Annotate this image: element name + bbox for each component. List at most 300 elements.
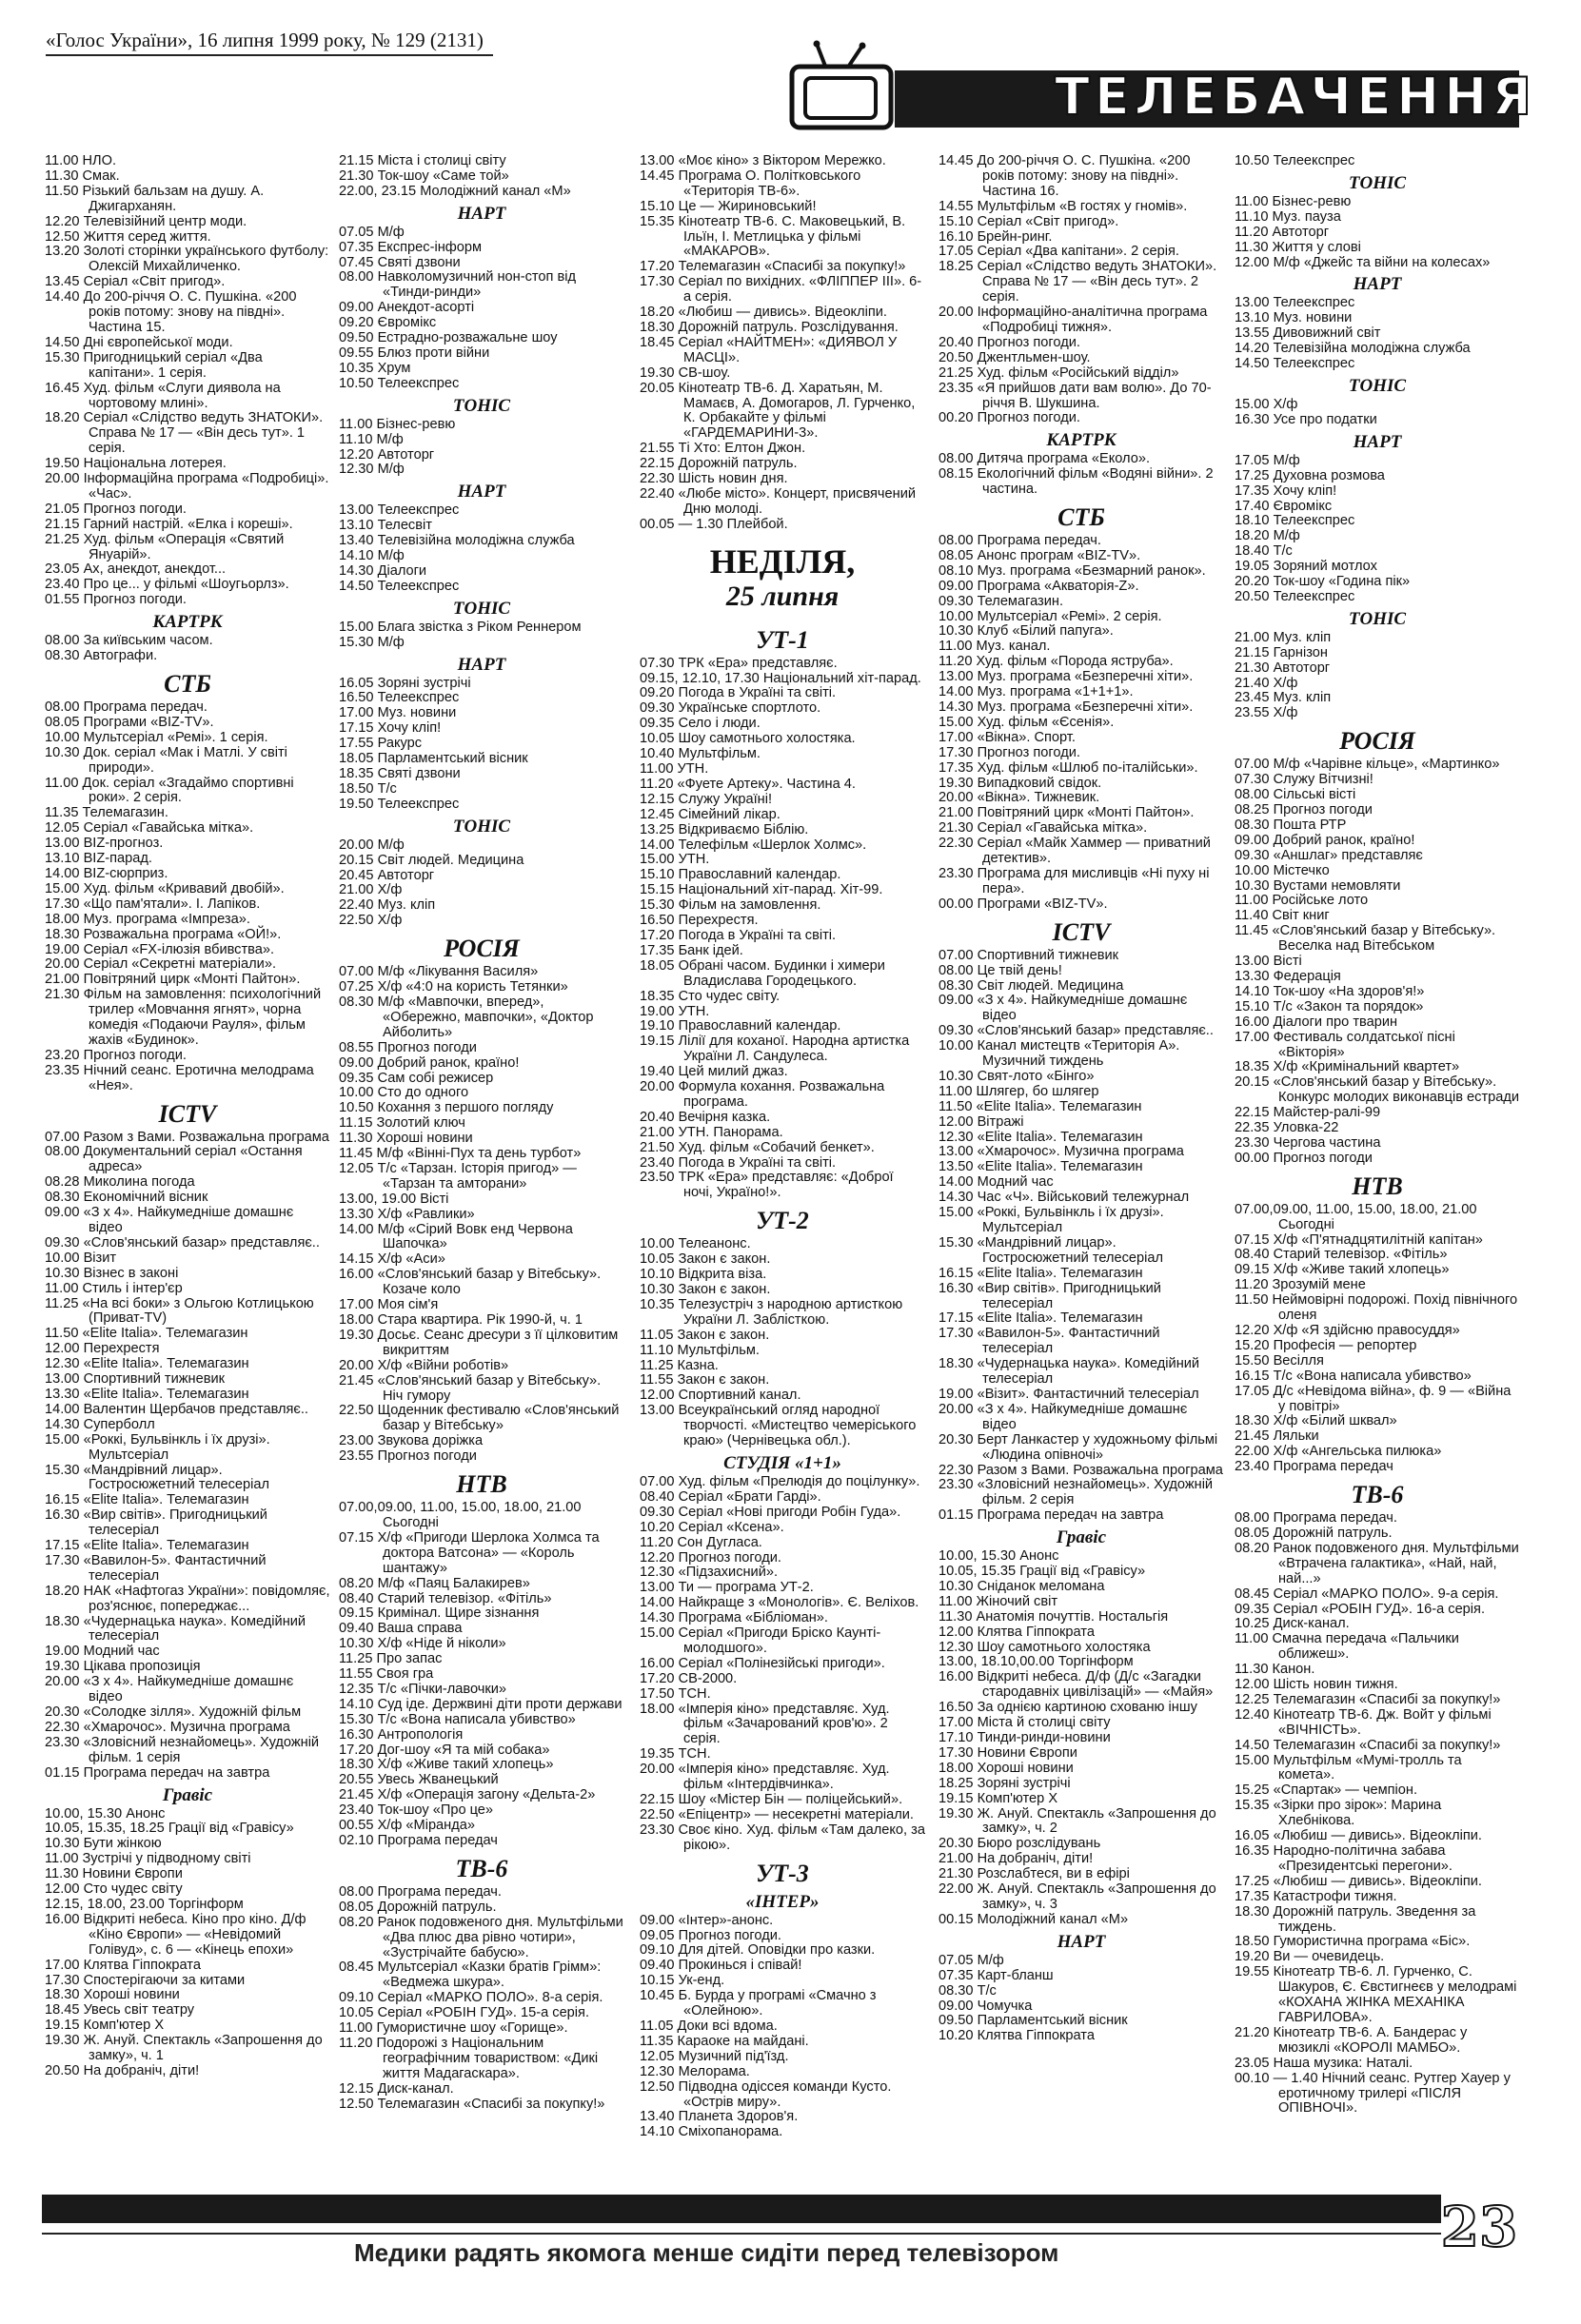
programme-entry: 14.30 Час «Ч». Військовий тележурнал [939,1190,1190,1206]
programme-entry: 11.20 Подорожі з Національним географічним товариством: «Дикі життя Мадагаскара». [339,2035,599,2081]
programme-entry: 14.40 До 200-річчя О. С. Пушкіна. «200 років потому: знову на півдні». Частина 15. [45,289,297,335]
masthead: «Голос України», 16 липня 1999 року, № 129 (2131) [46,29,484,51]
programme-entry: 22.30 Разом з Вами. Розважальна програма [939,1462,1223,1478]
programme-entry: 11.10 Муз. пауза [1235,208,1341,225]
programme-entry: 08.00 Це твій день! [939,962,1062,978]
programme-entry: 09.30 «Слов'янський базар» представляє.. [939,1023,1214,1039]
programme-entry: 19.00 Модний час [45,1644,160,1660]
programme-entry: 09.40 Ваша справа [339,1621,463,1637]
programme-entry: 21.30 Автоторг [1235,660,1331,676]
programme-entry: 19.50 Телеекспрес [339,796,460,812]
programme-entry: 14.00 М/ф «Сірий Вовк енд Червона Шапочка» [339,1221,573,1252]
channel-heading: НАРТ [1353,431,1402,452]
programme-entry: 17.00 Клятва Гіппократа [45,1957,201,1973]
programme-entry: 22.30 Серіал «Майк Хаммер — приватний детектив». [939,836,1211,867]
programme-entry: 17.35 Хочу кліп! [1235,483,1337,499]
programme-entry: 23.40 Про це... у фільмі «Шоугьорлз». [45,577,289,593]
programme-entry: 08.00 Програма передач. [939,533,1101,549]
programme-entry: 08.05 Дорожній патруль. [339,1899,497,1915]
programme-entry: 15.30 «Мандрівний лицар». Гостросюжетний телесеріал [939,1234,1164,1266]
programme-entry: 22.00, 23.15 Молодіжний канал «М» [339,183,571,199]
programme-entry: 16.30 «Вир світів». Пригодницький телесеріал [45,1507,267,1539]
channel-heading: Гравіс [162,1784,213,1805]
programme-entry: 22.50 Х/ф [339,913,403,929]
programme-entry: 09.00 Добрий ранок, країно! [1235,832,1415,848]
programme-entry: 10.10 Відкрита віза. [640,1267,767,1283]
programme-entry: 20.00 Інформаційна програма «Подробиці». «Час». [45,471,329,502]
programme-entry: 15.00 «Роккі, Бульвінкль і їх друзі». Мультсеріал [45,1431,270,1463]
programme-entry: 22.00 Ж. Ануй. Спектакль «Запрошення до замку», ч. 3 [939,1881,1216,1912]
programme-entry: 15.00 Худ. фільм «Єсенія». [939,714,1115,730]
programme-entry: 08.15 Екологічний фільм «Водяні війни». 2 частина. [939,466,1214,498]
programme-entry: 12.50 Підводна одіссея команди Кусто. «Острів миру». [640,2078,892,2110]
programme-entry: 16.05 «Любиш — дивись». Відеокліпи. [1235,1828,1482,1844]
programme-entry: 11.30 Смак. [45,167,120,184]
programme-entry: 11.00 Смачна передача «Пальчики оближеш». [1235,1631,1459,1663]
programme-entry: 16.00 Відкриті небеса. Кіно про кіно. Д/ф «Кіно Європи» — «Невідомий Голівуд», с. 6 — «Кінець епохи» [45,1911,306,1958]
programme-entry: 00.20 Прогноз погоди. [939,410,1080,426]
programme-entry: 12.20 Телевізійний центр моди. [45,213,247,229]
programme-entry: 08.30 Автографи. [45,648,158,664]
programme-entry: 16.00 Діалоги про тварин [1235,1014,1398,1030]
programme-entry: 00.10 — 1.40 Нічний сеанс. Рутгер Хауер у еротичному трилері «ПІСЛЯ ОПІВНОЧІ». [1235,2070,1511,2117]
programme-entry: 07.35 Експрес-інформ [339,239,483,255]
programme-entry: 10.35 Хрум [339,360,411,376]
programme-entry: 19.40 Цей милий джаз. [640,1064,788,1080]
programme-entry: 11.20 Худ. фільм «Порода яструба». [939,654,1174,670]
programme-entry: 18.00 Хороші новини [939,1760,1074,1776]
programme-entry: 16.15 «Elite Italia». Телемагазин [939,1265,1143,1281]
programme-entry: 20.00 «Вікна». Тижневик. [939,790,1100,806]
programme-entry: 16.30 Усе про податки [1235,411,1377,427]
programme-entry: 17.10 Тинди-ринди-новини [939,1730,1111,1745]
programme-entry: 14.00 Валентин Щербачов представляє.. [45,1401,308,1417]
programme-entry: 18.20 Серіал «Слідство ведуть ЗНАТОКИ». Справа № 17 — «Він десь тут». 1 серія. [45,410,324,457]
programme-entry: 10.00 Канал мистецтв «Територія А». Музичний тиждень [939,1038,1180,1070]
programme-entry: 18.40 Т/с [1235,543,1293,560]
day-name: НЕДІЛЯ, [709,542,856,581]
programme-entry: 16.15 Т/с «Вона написала убивство» [1235,1368,1472,1384]
tv-set-icon [788,40,895,131]
programme-entry: 00.55 Х/ф «Міранда» [339,1818,475,1834]
programme-entry: 12.30 «Elite Italia». Телемагазин [939,1129,1143,1145]
programme-entry: 21.15 Гарнізон [1235,644,1328,660]
programme-entry: 10.05 Закон є закон. [640,1251,771,1268]
programme-entry: 11.10 М/ф [339,431,404,447]
programme-entry: 09.20 Євромікс [339,315,437,331]
programme-entry: 23.50 ТРК «Ера» представляє: «Доброї ночі, Україно!». [640,1170,894,1201]
programme-entry: 17.25 Духовна розмова [1235,467,1385,483]
programme-entry: 18.30 «Чудернацька наука». Комедійний телесеріал [45,1613,306,1645]
programme-entry: 08.00 Навколомузичний нон-стоп від «Тинди-ринди» [339,269,576,301]
programme-entry: 16.50 За однією картиною схованю іншу [939,1700,1197,1716]
channel-heading: ТОНІС [1348,375,1407,396]
programme-entry: 20.15 Світ людей. Медицина [339,852,524,868]
programme-entry: 18.35 Х/ф «Кримінальний квартет» [1235,1059,1460,1075]
programme-entry: 11.20 Автоторг [1235,224,1330,240]
programme-entry: 11.20 «Фуете Артеку». Частина 4. [640,776,856,792]
programme-entry: 10.00, 15.30 Анонс [45,1805,166,1822]
programme-entry: 14.55 Мультфільм «В гостях у гномів». [939,198,1188,214]
programme-entry: 07.00 Спортивний тижневик [939,947,1118,963]
programme-entry: 22.50 «Епіцентр» — несекретні матеріали. [640,1806,914,1822]
programme-entry: 08.30 Т/с [939,1982,997,1999]
programme-entry: 21.15 Міста і столиці світу [339,154,506,168]
programme-entry: 13.40 Планета Здоров'я. [640,2109,799,2125]
programme-entry: 14.50 Телеекспрес [339,578,460,594]
programme-entry: 14.00 Муз. програма «1+1+1». [939,684,1134,700]
programme-entry: 17.35 Банк ідей. [640,942,743,958]
programme-entry: 20.30 Берт Ланкастер у художньому фільмі «Людина опівночі» [939,1431,1218,1463]
programme-entry: 22.15 Дорожній патруль. [640,456,798,472]
programme-entry: 09.30 «Слов'янський базар» представляє.. [45,1234,320,1251]
programme-entry: 20.45 Автоторг [339,867,435,883]
day-date: 25 липня [725,580,840,612]
programme-entry: 09.00 Програма «Акваторія-Z». [939,578,1139,594]
programme-entry: 22.15 Майстер-ралі-99 [1235,1105,1381,1121]
programme-entry: 13.00 Спортивний тижневик [45,1371,225,1388]
programme-entry: 21.30 Фільм на замовлення: психологічний трилер «Мовчання ягнят», чорна комедія «Подаючи Рауля», фільм жахів «Будинок». [45,987,322,1048]
programme-entry: 21.45 Х/ф «Операція загону «Дельта-2» [339,1787,596,1803]
programme-entry: 18.05 Парламентський вісник [339,751,528,767]
programme-entry: 15.10 Серіал «Світ пригод». [939,213,1119,229]
programme-entry: 18.30 Дорожній патруль. Зведення за тиждень. [1235,1903,1476,1935]
programme-entry: 20.55 Увесь Жванецький [339,1772,499,1788]
programme-entry: 12.50 Життя серед життя. [45,228,211,245]
programme-entry: 21.45 Ляльки [1235,1428,1319,1445]
programme-entry: 18.35 Сто чудес світу. [640,988,781,1004]
programme-entry: 11.30 Новини Європи [45,1866,183,1882]
programme-entry: 13.00 BIZ-прогноз. [45,836,164,852]
programme-entry: 08.30 Пошта РТР [1235,817,1347,833]
programme-entry: 15.00 Худ. фільм «Кривавий двобій». [45,880,285,896]
programme-entry: 15.10 Т/с «Закон та порядок» [1235,998,1424,1014]
programme-entry: 18.25 Серіал «Слідство ведуть ЗНАТОКИ». Справа № 17 — «Він десь тут». 2 серія. [939,259,1217,305]
programme-entry: 07.05 М/ф [339,224,405,240]
programme-entry: 08.40 Серіал «Брати Гарді». [640,1488,821,1505]
programme-entry: 09.50 Естрадно-розважальне шоу [339,330,558,346]
programme-entry: 18.45 Серіал «НАЙТМЕН»: «ДИЯВОЛ У МАСЦІ». [640,334,898,365]
programme-entry: 09.00 Добрий ранок, країно! [339,1054,520,1071]
programme-entry: 20.00 Інформаційно-аналітична програма «Подробиці тижня». [939,305,1208,335]
programme-entry: 20.00 Серіал «Секретні матеріали». [45,956,276,973]
programme-entry: 11.00 Док. серіал «Згадаймо спортивні роки». 2 серія. [45,775,294,806]
listings-column-1 [45,154,330,2191]
programme-entry: 12.15 Служу Україні! [640,791,773,807]
programme-entry: 16.00 Відкриті небеса. Д/ф (Д/с «Загадки стародавніх цивілізацій» — «Майя» [939,1669,1214,1701]
channel-heading: ICTV [158,1099,217,1128]
header-rule [46,54,493,56]
programme-entry: 08.25 Прогноз погоди [1235,802,1373,817]
programme-entry: 09.00 «З х 4». Найкумедніше домашнє відео [939,993,1188,1024]
programme-entry: 10.30 Клуб «Білий папуга». [939,623,1114,640]
programme-entry: 23.30 «Злoвісний незнайомець». Художній фільм. 2 серія [939,1477,1214,1508]
programme-entry: 19.20 Ви — очевидець. [1235,1949,1385,1965]
programme-entry: 10.45 Б. Бурда у програмі «Смачно з «Олейною». [640,1988,877,2019]
programme-entry: 22.50 Щоденник фестивалю «Слов'янський базар у Вітебську» [339,1403,620,1434]
programme-entry: 17.15 «Elite Italia». Телемагазин [45,1538,249,1554]
programme-entry: 16.00 «Слов'янський базар у Вітебську». Козаче коло [339,1267,602,1298]
programme-entry: 13.00 «Моє кіно» з Віктором Мережко. [640,154,886,168]
programme-entry: 12.15 Диск-канал. [339,2080,454,2097]
programme-entry: 13.40 Телевізійна молодіжна служба [339,533,575,549]
programme-entry: 16.30 Антропологія [339,1726,464,1743]
programme-entry: 10.00 Візит [45,1250,117,1266]
programme-entry: 17.20 СВ-2000. [640,1670,738,1686]
programme-entry: 11.00 УТН. [640,761,709,777]
programme-entry: 08.05 Дорожній патруль. [1235,1525,1393,1541]
programme-entry: 09.35 Село і люди. [640,716,761,732]
programme-entry: 13.00 Вісті [1235,954,1302,970]
footer-bar [42,2195,1441,2223]
programme-entry: 08.00 Документальний серіал «Остання адреса» [45,1144,303,1175]
page-number: 23 [1440,2195,1518,2259]
programme-entry: 07.05 М/ф [939,1952,1004,1968]
programme-entry: 09.55 Блюз проти війни [339,345,490,361]
programme-entry: 12.00 Шість новин тижня. [1235,1677,1398,1693]
programme-entry: 13.25 Відкриваємо Біблію. [640,821,809,837]
programme-entry: 09.50 Парламентський вісник [939,2013,1128,2029]
programme-entry: 13.50 «Elite Italia». Телемагазин [939,1159,1143,1175]
programme-entry: 08.45 Мультсеріал «Казки братів Грімм»: «Ведмежа шкура». [339,1960,602,1991]
programme-entry: 13.30 Х/ф «Равлики» [339,1206,475,1222]
programme-entry: 19.30 Цікава пропозиція [45,1659,201,1675]
page-header [0,0,1581,152]
programme-entry: 09.15, 12.10, 17.30 Національний хіт-парад. [640,670,921,686]
programme-entry: 11.50 Різький бальзам на душу. А. Джигарханян. [45,183,265,214]
programme-entry: 09.35 Сам собі режисер [339,1070,494,1086]
programme-entry: 11.30 Хороші новини [339,1131,473,1147]
programme-entry: 09.20 Погода в Україні та світі. [640,685,837,701]
programme-entry: 11.00 Бізнес-ревю [1235,193,1352,209]
programme-entry: 14.10 Суд іде. Держвині діти проти держави [339,1696,623,1712]
programme-entry: 18.00 Стара квартира. Рік 1990-й, ч. 1 [339,1312,583,1328]
programme-entry: 20.30 Бюро розслідувань [939,1836,1101,1852]
programme-entry: 18.30 «Чудернацька наука». Комедійний телесеріал [939,1356,1200,1388]
programme-entry: 11.05 Доки всі вдома. [640,2018,778,2034]
channel-heading: ICTV [1052,917,1111,946]
channel-heading: КАРТРК [1046,430,1117,451]
programme-entry: 11.00 Гумористичне шоу «Горище». [339,2020,568,2037]
programme-entry: 08.20 Ранок подовженого дня. Мультфільми «Втрачена галактика», «Най, най, най...» [1235,1540,1519,1586]
programme-entry: 19.10 Православний календар. [640,1018,841,1034]
programme-entry: 21.55 Ті Хто: Елтон Джон. [640,441,806,457]
programme-entry: 17.15 «Elite Italia». Телемагазин [939,1310,1143,1327]
programme-entry: 07.00 Худ. фільм «Прелюдія до поцілунку». [640,1473,920,1489]
programme-entry: 00.00 Програми «BIZ-TV». [939,896,1108,912]
programme-entry: 20.00 «Імперія кіно» представляє. Худ. фільм «Інтердівчинка». [640,1762,890,1793]
programme-entry: 11.00 Стиль і інтер'єр [45,1280,183,1296]
programme-entry: 10.00 Сто до одного [339,1085,469,1101]
programme-entry: 09.40 Прокинься і співай! [640,1958,802,1974]
programme-entry: 21.00 Х/ф [339,882,403,898]
programme-entry: 12.00 Перехрестя [45,1341,160,1357]
programme-entry: 07.45 Святі дзвони [339,254,461,270]
programme-entry: 12.40 Кінотеатр ТВ-6. Дж. Войт у фільмі «ВІЧНІСТЬ». [1235,1706,1492,1738]
section-title: ТЕЛЕБАЧЕННЯ [1055,67,1536,127]
programme-entry: 22.30 «Хмарочос». Музична програма [45,1719,290,1735]
programme-entry: 17.05 Д/с «Невідома війна», ф. 9 — «Війна у повітрі» [1235,1383,1512,1414]
programme-entry: 23.30 Програма для мисливців «Ні пуху ні пера». [939,865,1210,896]
programme-entry: 02.10 Програма передач [339,1833,498,1848]
programme-entry: 17.00 «Вікна». Спорт. [939,729,1076,745]
programme-entry: 17.20 Дог-шоу «Я та мій собака» [339,1742,550,1758]
programme-entry: 17.55 Ракурс [339,736,423,752]
programme-entry: 09.35 Серіал «РОБІН ГУД». 16-а серія. [1235,1601,1486,1617]
programme-entry: 13.00 Ти — програма УТ-2. [640,1580,814,1596]
programme-entry: 23.30 Своє кіно. Худ. фільм «Там далеко, за рікою». [640,1822,925,1853]
programme-entry: 19.15 Комп'ютер Х [45,2018,165,2034]
channel-heading: НАРТ [1353,274,1402,295]
programme-entry: 12.00 М/ф «Джейс та війни на колесах» [1235,254,1491,270]
channel-heading: ТОНІС [1348,172,1407,193]
programme-entry: 18.50 Т/с [339,780,397,797]
programme-entry: 07.30 Служу Вітчизні! [1235,772,1373,788]
programme-entry: 17.00 Моя сім'я [339,1297,439,1313]
programme-entry: 07.00 М/ф «Лікування Василя» [339,964,539,980]
channel-heading: НАРТ [1057,1931,1106,1952]
programme-entry: 19.30 Випадковий свідок. [939,775,1102,791]
programme-entry: 10.00 Телеанонс. [640,1236,751,1252]
programme-entry: 19.55 Кінотеатр ТВ-6. Л. Гурченко, С. Шакуров, Є. Євстигнеєв у мелодрамі «КОХАНА ЖІНКА МЕХАНІКА ГАВРИЛОВА». [1235,1964,1517,2025]
programme-entry: 22.35 Уловка-22 [1235,1120,1339,1136]
programme-entry: 08.30 Світ людей. Медицина [939,977,1124,994]
programme-entry: 14.50 Дні європейської моди. [45,334,233,350]
programme-entry: 11.35 Телемагазин. [45,805,168,821]
programme-entry: 21.40 Х/ф [1235,675,1298,691]
programme-entry: 11.00 Російське лото [1235,893,1369,909]
programme-entry: 10.20 Клятва Гіппократа [939,2028,1095,2044]
programme-entry: 17.05 М/ф [1235,452,1300,468]
programme-entry: 11.20 Зрозумій мене [1235,1277,1366,1293]
programme-entry: 11.10 Мультфільм. [640,1342,760,1358]
programme-entry: 21.45 «Слов'янський базар у Вітебську». Ніч гумору [339,1372,602,1404]
programme-entry: 14.15 Х/ф «Аси» [339,1251,445,1268]
programme-entry: 15.30 Т/с «Вона написала убивство» [339,1711,576,1727]
programme-entry: 07.00 М/ф «Чарівне кільце», «Мартинко» [1235,757,1500,773]
programme-entry: 10.30 Х/ф «Ніде й ніколи» [339,1636,506,1652]
programme-entry: 16.50 Телеекспрес [339,690,460,706]
programme-entry: 09.30 Телемагазин. [939,593,1063,609]
channel-heading: НТВ [456,1470,507,1499]
programme-entry: 21.50 Худ. фільм «Собачий бенкет». [640,1139,875,1155]
programme-entry: 14.10 Сміхопанорама. [640,2124,783,2140]
programme-entry: 08.00 Дитяча програма «Еколо». [939,451,1151,467]
programme-entry: 11.30 Канон. [1235,1662,1315,1678]
programme-entry: 15.10 Православний календар. [640,867,841,883]
programme-entry: 13.20 Золоті сторінки українського футболу: Олексій Михайличенко. [45,244,329,275]
programme-entry: 08.40 Старий телевізор. «Фітіль» [339,1590,552,1606]
programme-entry: 20.50 Телеекспрес [1235,588,1355,604]
programme-entry: 13.45 Серіал «Світ пригод». [45,274,226,290]
programme-entry: 14.30 Діалоги [339,562,427,579]
programme-entry: 22.40 «Любе місто». Концерт, присвячений Дню молоді. [640,485,917,517]
programme-entry: 10.30 Бути жінкою [45,1836,162,1852]
programme-entry: 13.10 Муз. новини [1235,310,1353,326]
programme-entry: 13.55 Дивовижний світ [1235,325,1381,342]
programme-entry: 18.50 Гумористична програма «Біс». [1235,1934,1471,1950]
programme-entry: 09.00 Чомучка [939,1998,1033,2014]
programme-entry: 08.30 М/ф «Мавпочки, вперед», «Обережно, мавпочки», «Доктор Айболить» [339,994,594,1040]
programme-entry: 00.05 — 1.30 Плейбой. [640,516,788,532]
programme-entry: 11.25 Про запас [339,1651,443,1667]
programme-entry: 09.00 Анекдот-асорті [339,300,475,316]
channel-heading: УТ-1 [756,625,809,654]
programme-entry: 15.00 «Роккі, Бульвінкль і їх друзі». Мультсеріал [939,1205,1164,1235]
programme-entry: 13.00, 19.00 Вісті [339,1191,449,1207]
channel-heading: СТБ [1057,503,1105,532]
programme-entry: 20.00 М/ф [339,837,405,853]
programme-entry: 12.00 Клятва Гіппократа [939,1624,1095,1640]
programme-entry: 23.35 Нічний сеанс. Еротична мелодрама «Нея». [45,1062,314,1093]
channel-heading: Гравіс [1056,1527,1107,1548]
programme-entry: 21.00 Повітряний цирк «Монті Пайтон». [45,972,301,988]
programme-entry: 11.30 Анатомія почуттів. Ностальгія [939,1608,1169,1625]
programme-entry: 08.00 За київським часом. [45,633,213,649]
programme-entry: 11.35 Караоке на майдані. [640,2033,809,2049]
programme-entry: 11.00 Жіночий світ [939,1593,1058,1609]
programme-entry: 20.00 «З х 4». Найкумедніше домашнє відео [45,1674,294,1705]
programme-entry: 08.40 Старий телевізор. «Фітіль» [1235,1247,1448,1263]
programme-entry: 10.30 Свят-лото «Бінго» [939,1068,1095,1084]
programme-entry: 11.40 Світ книг [1235,908,1330,924]
programme-entry: 11.00 НЛО. [45,154,117,168]
programme-entry: 17.25 «Любиш — дивись». Відеокліпи. [1235,1873,1482,1889]
programme-entry: 09.00 «З х 4». Найкумедніше домашнє відео [45,1205,294,1235]
programme-entry: 07.00,09.00, 11.00, 15.00, 18.00, 21.00 Сьогодні [1235,1201,1477,1232]
programme-entry: 15.35 «Зірки про зірок»: Марина Хлебнікова. [1235,1798,1442,1829]
programme-entry: 20.05 Кінотеатр ТВ-6. Д. Харатьян, М. Мамаєв, А. Домогаров, Л. Гурченко, К. Орбакайте у фільмі «ГАРДЕМАРИНИ-3». [640,380,916,442]
programme-entry: 11.00 Муз. канал. [939,639,1051,655]
programme-entry: 10.50 Кохання з першого погляду [339,1100,554,1116]
channel-heading: РОСІЯ [444,935,520,963]
programme-entry: 07.35 Карт-бланш [939,1967,1054,1983]
programme-entry: 12.30 «Elite Italia». Телемагазин [45,1356,249,1372]
programme-entry: 12.35 Т/с «Пічки-лавочки» [339,1681,507,1697]
programme-entry: 12.05 Серіал «Гавайська мітка». [45,820,254,837]
programme-entry: 14.10 Ток-шоу «На здоров'я!» [1235,983,1425,999]
programme-entry: 10.20 Серіал «Ксена». [640,1519,784,1535]
programme-entry: 09.10 Серіал «МАРКО ПОЛО». 8-а серія. [339,1990,603,2006]
programme-entry: 18.20 М/ф [1235,528,1300,544]
programme-entry: 21.05 Прогноз погоди. [45,501,187,517]
programme-entry: 14.30 Програма «Бібліоман». [640,1610,828,1626]
programme-entry: 07.30 ТРК «Ера» представляє. [640,655,838,671]
programme-entry: 18.25 Зоряні зустрічі [939,1775,1071,1791]
programme-entry: 12.50 Телемагазин «Спасибі за покупку!» [339,2096,605,2112]
programme-entry: 11.55 Закон є закон. [640,1372,770,1388]
channel-heading: УТ-3 [756,1859,809,1887]
programme-entry: 00.00 Прогноз погоди [1235,1150,1373,1166]
programme-entry: 16.00 Серіал «Полінезійські пригоди». [640,1655,885,1671]
programme-entry: 23.30 Чергова частина [1235,1134,1381,1151]
programme-entry: 20.30 «Солодке зілля». Художній фільм [45,1704,302,1720]
programme-entry: 14.30 Суперболл [45,1416,155,1432]
programme-entry: 10.05, 15.35 Грації від «Гравісу» [939,1564,1146,1580]
programme-entry: 20.00 Формула кохання. Розважальна програма. [640,1079,885,1110]
programme-entry: 10.00 Містечко [1235,862,1330,878]
programme-entry: 11.50 «Elite Italia». Телемагазин [45,1326,248,1342]
programme-entry: 18.20 НАК «Нафтогаз України»: повідомляє, роз'яснює, попереджає... [45,1583,330,1614]
programme-entry: 11.55 Своя гра [339,1666,434,1683]
programme-entry: 13.30 «Elite Italia». Телемагазин [45,1386,249,1402]
programme-entry: 21.30 Розслабтеся, ви в ефірі [939,1866,1130,1882]
programme-entry: 14.10 М/ф [339,548,405,564]
programme-entry: 12.30 Мелорама. [640,2063,750,2079]
programme-entry: 22.00 Х/ф «Ангельська пилюка» [1235,1444,1442,1460]
programme-entry: 15.35 Кінотеатр ТВ-6. С. Маковецький, В. Ільїн, І. Метлицька у фільмі «МАКАРОВ». [640,213,906,260]
programme-entry: 23.05 Наша музика: Наталі. [1235,2055,1413,2071]
